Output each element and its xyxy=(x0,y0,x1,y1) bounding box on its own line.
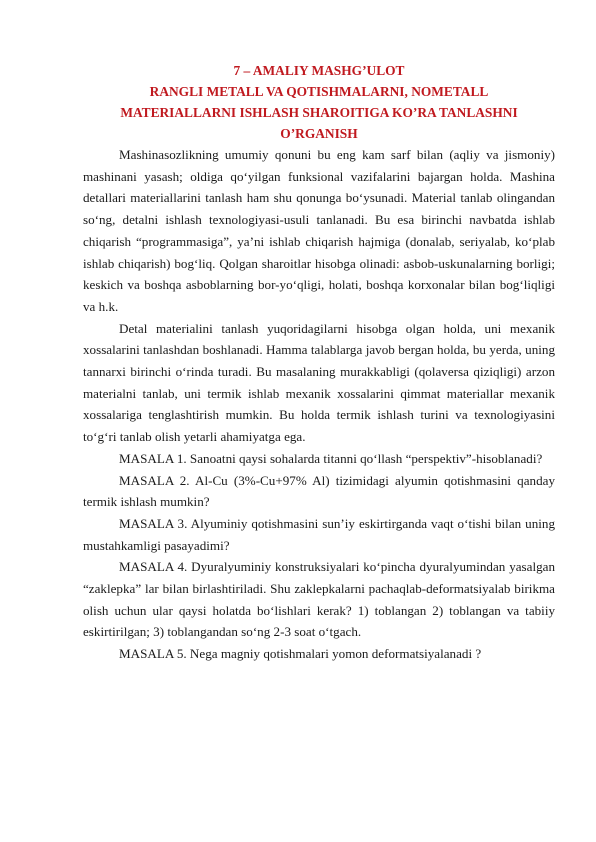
page-title xyxy=(83,60,555,144)
task-1: MASALA 1. Sanoatni qaysi sohalarda titanni qo‘llash “perspektiv”-hisoblanadi? xyxy=(119,450,543,466)
task-4: MASALA 4. Dyuralyuminiy konstruksiyalari ko‘pincha dyuralyumindan yasalgan “zaklepka” lar bilan birlashtiriladi. Shu zaklepkalarni pachaqlab-deformatsiyalab birikma olish uchun ular qaysi holatda bo‘lishlari kerak? 1) toblangan 2) toblangan va tabiiy eskirtirilgan; 3) toblangandan so‘ng 2-3 soat o‘tgach. xyxy=(83,559,555,640)
task-5: MASALA 5. Nega magniy qotishmalari yomon deformatsiyalanadi ? xyxy=(119,646,482,662)
title-line-1: 7 – AMALIY MASHG’ULOT xyxy=(233,63,405,78)
paragraph-material-selection: Detal materialini tanlash yuqoridagilarni hisobga olgan holda, uni mexanik xossalarini tanlashdan boshlanadi. Hamma talablarga javob bergan holda, bu yerda, uning tannarxi birinchi o‘rinda turadi. Bu masalaning murakkabligi (qolaversa qiziqligi) arzon materialni tanlab, uni termik ishlab mexanik xossalarini qimmat materiallar mexanik xossalariga tenglashtirish mumkin. Bu holda termik ishlash turini va texnologiyasini to‘g‘ri tanlab olish yetarli ahamiyatga ega. xyxy=(83,320,555,445)
task-3: MASALA 3. Alyuminiy qotishmasini sun’iy eskirtirganda vaqt o‘tishi bilan uning mustahkamligi pasayadimi? xyxy=(83,515,555,553)
title-line-2: RANGLI METALL VA QOTISHMALARNI, NOMETALL xyxy=(149,84,489,99)
title-line-3: MATERIALLARNI ISHLASH SHAROITIGA KO’RA TANLASHNI xyxy=(120,105,518,120)
title-line-4: O’RGANISH xyxy=(280,126,358,141)
paragraph-intro: Mashinasozlikning umumiy qonuni bu eng kam sarf bilan (aqliy va jismoniy) mashinani yasash; oldiga qo‘yilgan funksional vazifalarini bajargan holda. Mashina detallari materiallarini tanlash ham shu qonunga bo‘ysunadi. Material tanlab olingandan so‘ng, detalni ishlash texnologiyasi-usuli tanlanadi. Bu esa birinchi navbatda ishlab chiqarish “programmasiga”, ya’ni ishlab chiqarish hajmiga (donalab, seriyalab, ko‘plab ishlab chiqarish) bog‘liq. Qolgan sharoitlar hisobga olinadi: asbob-uskunalarning borligi; keskich va boshqa asboblarning bor-yo‘qligi, holati, boshqa korxonalar bilan bog‘liqligi va h.k. xyxy=(83,147,555,314)
task-2: MASALA 2. Al-Cu (3%-Cu+97% Al) tizimidagi alyumin qotishmasini qanday termik ishlash mumkin? xyxy=(83,472,555,510)
body-text xyxy=(83,144,555,665)
